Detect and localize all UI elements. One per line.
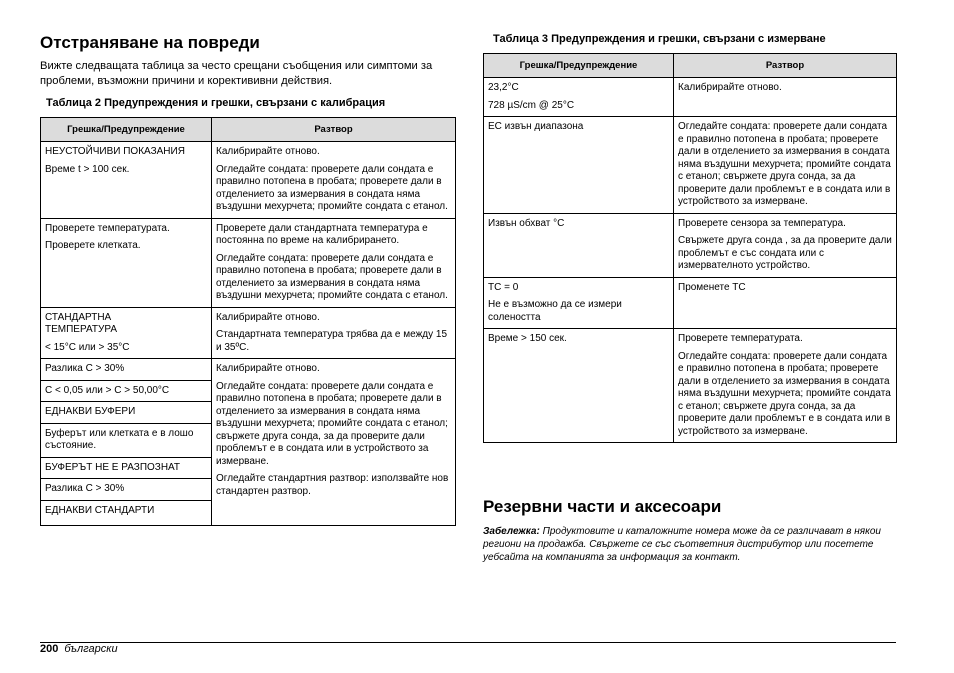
- solution-text: Калибрирайте отново.: [678, 82, 782, 93]
- note-label: Забележка:: [483, 526, 540, 537]
- table3-caption: Таблица 3 Предупреждения и грешки, свързани с измерване: [493, 33, 826, 45]
- solution-text: Огледайте сондата: проверете дали сондата е правилно потопена в пробата; проверете дали в отделението за измервания в сондата няма въздушни мехурчета; промийте сондата с етанол.: [216, 163, 448, 212]
- solution-text: Проверете дали стандартната температура е постоянна по време на калибрирането.: [216, 222, 428, 246]
- error-text: Разлика C > 30%: [41, 359, 211, 381]
- table-row: [41, 307, 456, 359]
- error-text: Проверете температурата.: [45, 222, 170, 234]
- error-text: ЕДНАКВИ СТАНДАРТИ: [45, 504, 155, 516]
- table-row: [484, 329, 897, 443]
- solution-text: Променете TC: [678, 281, 746, 293]
- table-row: [41, 218, 456, 307]
- col-header-solution: Разтвор: [674, 54, 897, 78]
- solution-text: Калибрирайте отново.: [216, 146, 320, 157]
- table-row: [484, 117, 897, 214]
- error-text: БУФЕРЪТ НЕ Е РАЗПОЗНАТ: [41, 458, 211, 480]
- footer-language: български: [64, 643, 118, 655]
- solution-text: Огледайте сондата: проверете дали сондата е правилно потопена в пробата; проверете дали в отделението за измервания в сондата няма въздушни мехурчета; промийте сондата с етанол; свържете друга сонда, за да проверите дали проблемът е в сондата или в устройството за измерване.: [678, 350, 891, 437]
- solution-text: Калибрирайте отново.: [216, 363, 320, 374]
- measurement-table: [483, 53, 897, 443]
- solution-text: Огледайте сондата: проверете дали сондата е правилно потопена в пробата; проверете дали в отделението за измервания в сондата няма въздушни мехурчета; промийте сондата с етанол; свържете друга сонда, за да проверите дали проблемът е в сондата или в устройството за измерване.: [216, 380, 448, 467]
- error-text: Разлика C > 30%: [41, 479, 211, 501]
- table-row-group: [41, 359, 456, 526]
- solution-text: Огледайте сондата: проверете дали сондата е правилно потопена в пробата; проверете дали в отделението за измервания в сондата няма въздушни мехурчета; промийте сондата с етанол.: [216, 252, 448, 301]
- solution-text: Проверете температурата.: [678, 333, 803, 344]
- error-text: Извън обхват °C: [488, 217, 565, 229]
- solution-text: Огледайте сондата: проверете дали сондата е правилно потопена в пробата; проверете дали в отделението за измервания в сондата няма въздушни мехурчета; промийте сондата с етанол; свържете друга сонда, за да проверите дали проблемът е в сондата или в устройството за измерване.: [678, 121, 891, 207]
- calibration-table: [40, 117, 456, 526]
- table-row: [41, 142, 456, 219]
- error-text: 23,2°C: [488, 82, 519, 93]
- error-text: Буферът или клетката е в лошо състояние.: [41, 424, 211, 458]
- solution-text: Калибрирайте отново.: [216, 311, 320, 323]
- solution-text: Проверете сензора за температура.: [678, 217, 846, 229]
- footer: [40, 643, 118, 655]
- spare-parts-heading: Резервни части и аксесоари: [483, 497, 722, 516]
- table2-caption: Таблица 2 Предупреждения и грешки, свързани с калибрация: [46, 97, 386, 109]
- error-text: Време > 150 сек.: [488, 333, 567, 344]
- table-row: [484, 213, 897, 277]
- table-row: [484, 277, 897, 329]
- intro-paragraph: Вижте следващата таблица за често срещани съобщения или симптоми за проблеми, възможни причини и коректививни действия.: [40, 60, 433, 87]
- col-header-error: Грешка/Предупреждение: [41, 118, 212, 142]
- solution-text: Свържете друга сонда , за да проверите дали проблемът е със сондата или с измервателното устройство.: [678, 235, 892, 271]
- error-text: Време t > 100 сек.: [45, 163, 130, 175]
- error-text: TC = 0: [488, 281, 519, 293]
- error-text: НЕУСТОЙЧИВИ ПОКАЗАНИЯ: [45, 146, 185, 157]
- page-number: 200: [40, 643, 59, 655]
- error-text: < 15°C или > 35°C: [45, 341, 130, 353]
- note-text: Продуктовите и каталожните номера може да се различават в някои региони на продажба. Свържете се със съответния дистрибутор или посетете уебсайта на компанията за информация за контакт.: [483, 526, 881, 563]
- error-text: C < 0,05 или > C > 50,00°C: [41, 381, 211, 403]
- note-paragraph: [483, 525, 893, 564]
- error-text: EC извън диапазона: [488, 121, 584, 132]
- troubleshooting-heading: Отстраняване на повреди: [40, 33, 260, 52]
- footer-divider: [40, 642, 896, 643]
- error-text: Проверете клетката.: [45, 240, 141, 251]
- solution-text: Стандартната температура трябва да е между 15 и 35ºC.: [216, 329, 448, 353]
- error-text: СТАНДАРТНА ТЕМПЕРАТУРА: [45, 311, 117, 335]
- col-header-error: Грешка/Предупреждение: [484, 54, 674, 78]
- error-text: ЕДНАКВИ БУФЕРИ: [41, 402, 211, 424]
- solution-text: Огледайте стандартния разтвор: използвайте нов стандартен разтвор.: [216, 473, 449, 497]
- error-text: Не е възможно да се измери солеността: [488, 299, 622, 323]
- error-text: 728 µS/cm @ 25°C: [488, 99, 575, 111]
- col-header-solution: Разтвор: [212, 118, 456, 142]
- table-row: [484, 78, 897, 117]
